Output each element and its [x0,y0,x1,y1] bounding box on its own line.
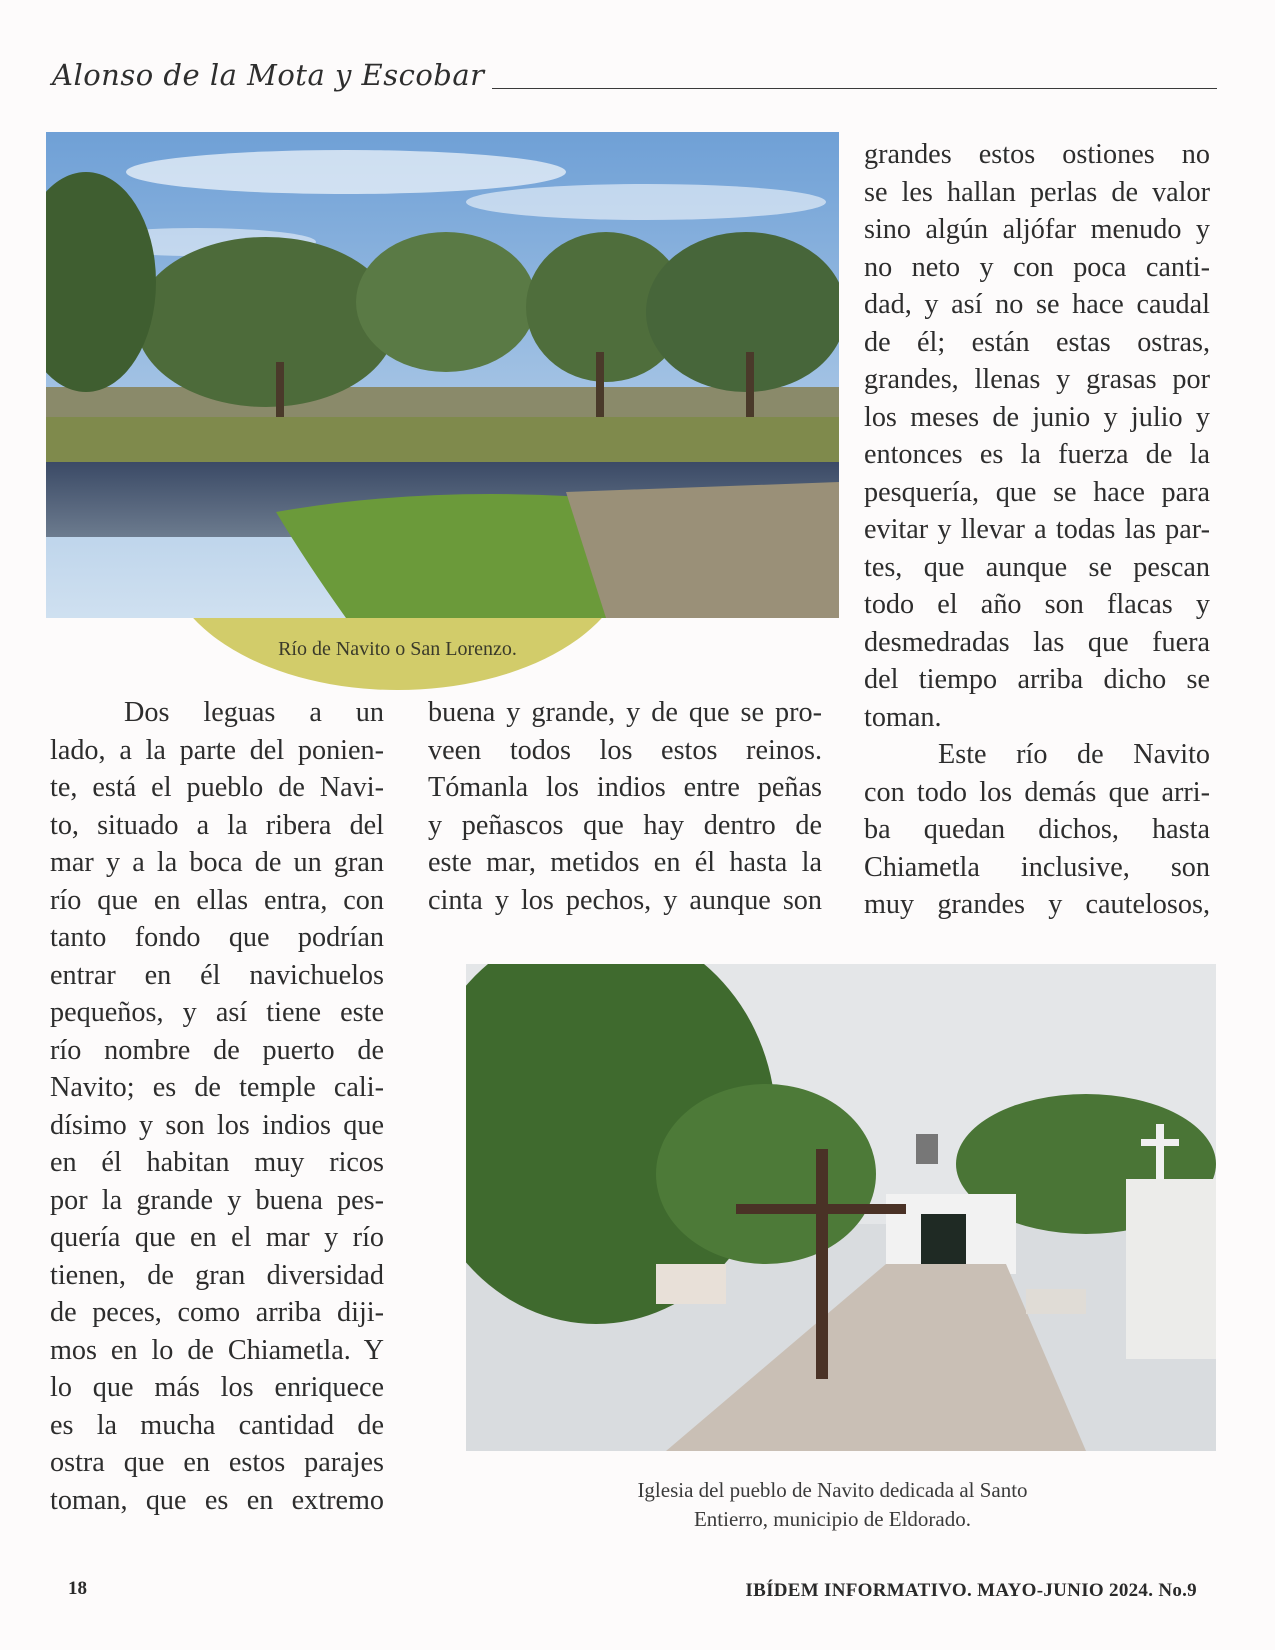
text-line: toman. [864,701,942,733]
text-line: Tómanla los indios entre peñas [428,772,822,803]
figure1-caption: Río de Navito o San Lorenzo. [278,638,517,660]
text-line: río nombre de puerto de [50,1034,384,1066]
text-line: grandes, llenas y grasas por [864,364,1210,395]
text-line: muy grandes y cautelosos, [864,889,1210,920]
text-line: mos en lo de Chiametla. Y [50,1334,384,1366]
text-line: este mar, metidos en él hasta la [428,847,822,878]
text-line: sino algún aljófar menudo y [864,214,1210,245]
text-line: tanto fondo que podrían [50,922,384,953]
text-line: te, está el pueblo de Navi- [50,772,384,803]
text-line: Este río de Navito [938,739,1210,770]
text-line: desmedradas las que fuera [864,626,1210,658]
header-title: Alonso de la Mota y Escobar [52,58,485,92]
text-line: con todo los demás que arri- [864,776,1210,808]
figure2-caption [585,1476,1080,1534]
figure2-caption-line: Iglesia del pueblo de Navito dedicada al Santo [637,1478,1028,1502]
text-line: entonces es la fuerza de la [864,439,1210,470]
text-line: pesquería, que se hace para [864,476,1210,508]
text-line: ba quedan dichos, hasta [864,814,1210,845]
text-line: río que en ellas entra, con [50,884,384,916]
text-column-3 [864,136,1210,924]
text-line: de peces, como arriba diji- [50,1297,384,1328]
text-line: tienen, de gran diversidad [50,1259,384,1291]
church-photo [466,964,1216,1451]
text-line: to, situado a la ribera del [50,809,384,841]
text-line: del tiempo arriba dicho se [864,664,1210,695]
text-line: no neto y con poca canti- [864,251,1210,283]
text-line: todo el año son flacas y [864,589,1210,620]
text-line: Chiametla inclusive, son [864,851,1210,883]
text-line: y peñascos que hay dentro de [428,809,822,841]
text-line: los meses de junio y julio y [864,401,1210,433]
text-line: ostra que en estos parajes [50,1447,384,1478]
text-line: es la mucha cantidad de [50,1409,384,1441]
header-rule [492,88,1217,89]
text-line: tes, que aunque se pescan [864,551,1210,583]
text-line: de él; están estas ostras, [864,326,1210,358]
text-line: dísimo y son los indios que [50,1109,384,1141]
text-line: se les hallan perlas de valor [864,176,1210,208]
text-line: toman, que es en extremo [50,1484,384,1516]
text-line: lado, a la parte del ponien- [50,734,384,766]
text-line: veen todos los estos reinos. [428,734,822,766]
text-line: quería que en el mar y río [50,1222,384,1253]
text-line: Navito; es de temple cali- [50,1072,384,1103]
river-photo [46,132,839,618]
text-column-2 [428,694,822,919]
text-line: entrar en él navichuelos [50,959,384,991]
text-line: por la grande y buena pes- [50,1184,384,1216]
text-line: en él habitan muy ricos [50,1147,384,1178]
text-line: lo que más los enriquece [50,1372,384,1403]
text-line: mar y a la boca de un gran [50,847,384,878]
footer-publication: IBÍDEM INFORMATIVO. MAYO-JUNIO 2024. No.9 [745,1580,1197,1601]
text-line: grandes estos ostiones no [864,139,1210,170]
text-line: buena y grande, y de que se pro- [428,697,822,728]
text-line: pequeños, y así tiene este [50,997,384,1028]
page-number: 18 [68,1578,87,1599]
figure2-caption-line: Entierro, municipio de Eldorado. [693,1507,971,1531]
text-line: cinta y los pechos, y aunque son [428,884,822,916]
text-line: evitar y llevar a todas las par- [864,514,1210,545]
text-line: dad, y así no se hace caudal [864,289,1210,320]
text-line: Dos leguas a un [124,697,384,728]
text-column-1 [50,694,384,1519]
